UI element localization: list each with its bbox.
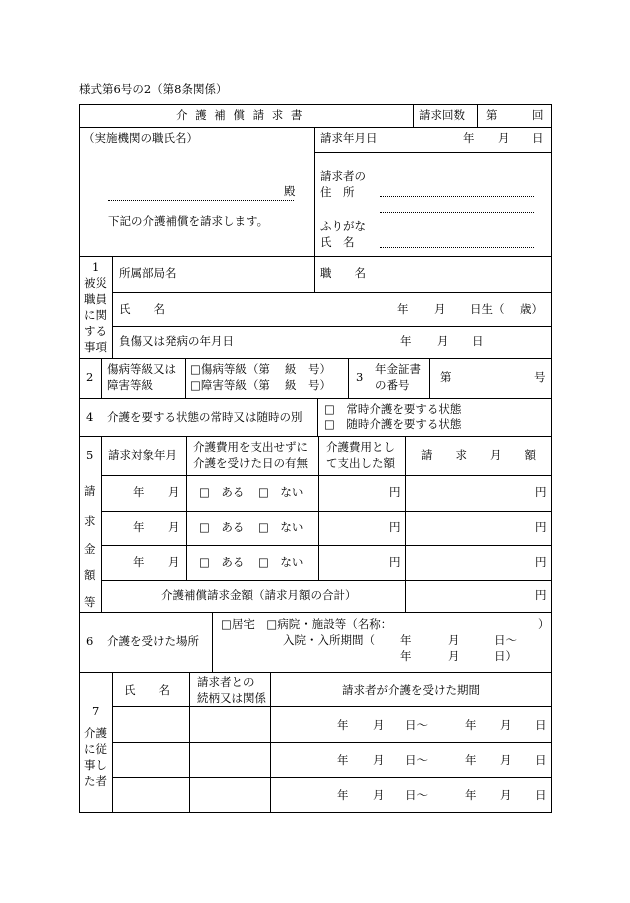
period-to-day: 日 — [535, 788, 547, 802]
total-yen: 円 — [535, 588, 547, 602]
section-5-label-char: 請 — [84, 484, 96, 498]
paid-amount-yen: 円 — [389, 555, 401, 569]
section-5-label-char: 金 — [84, 542, 96, 556]
section-1-number: 1 — [92, 260, 100, 274]
caregiver-name-header: 氏 名 — [124, 683, 170, 697]
disability-grade-option[interactable]: □障害等級（第 級 号） — [190, 378, 332, 392]
admission-to-month: 月 — [448, 649, 460, 663]
position-label: 職 名 — [320, 266, 366, 280]
col-paid-header-2: て支出した額 — [326, 456, 395, 470]
period-from-year: 年 — [337, 753, 349, 767]
request-date-year: 年 — [463, 131, 475, 145]
period-to-year: 年 — [465, 788, 477, 802]
section-7-label-line: た者 — [84, 774, 107, 788]
birth-year: 年 — [397, 302, 409, 316]
option-yes[interactable]: □ ある — [199, 485, 245, 499]
section-7-label-line: 事し — [84, 758, 107, 772]
period-to-month: 月 — [500, 788, 512, 802]
period-from-day: 日〜 — [405, 788, 428, 802]
claim-year: 年 — [133, 555, 145, 569]
request-date-label: 請求年月日 — [320, 131, 378, 145]
pension-suffix: 号 — [534, 370, 546, 384]
claimant-furigana-label: ふりがな — [320, 219, 366, 233]
claim-amount-yen: 円 — [535, 555, 547, 569]
admission-to-year: 年 — [400, 649, 412, 663]
victim-name-label: 氏 名 — [119, 302, 165, 316]
birth-month: 月 — [434, 302, 446, 316]
care-place-options[interactable]: □居宅 □病院・施設等（名称： — [221, 617, 393, 631]
claim-month: 月 — [168, 520, 180, 534]
period-from-day: 日〜 — [405, 718, 428, 732]
paid-amount-yen: 円 — [389, 485, 401, 499]
addressee-label: （実施機関の職氏名） — [83, 131, 198, 145]
form-number: 様式第6号の2（第8条関係） — [79, 82, 228, 96]
period-to-day: 日 — [535, 718, 547, 732]
grade-label-1: 傷病等級又は — [107, 362, 176, 376]
period-to-year: 年 — [465, 753, 477, 767]
period-from-day: 日〜 — [405, 753, 428, 767]
pension-prefix: 第 — [440, 370, 452, 384]
care-place-label: 介護を受けた場所 — [107, 634, 199, 648]
section-4-number: 4 — [86, 410, 94, 424]
section-1-label-line: 被災 — [84, 276, 107, 290]
section-1-label-line: に関 — [84, 308, 107, 322]
birth-age: 歳） — [520, 302, 543, 316]
pension-label-2: の番号 — [375, 378, 410, 392]
care-state-label: 介護を要する状態の常時又は随時の別 — [107, 410, 303, 424]
section-7-label-line: 介護 — [84, 726, 107, 740]
claim-year: 年 — [133, 520, 145, 534]
request-statement: 下記の介護補償を請求します。 — [108, 214, 269, 228]
claim-year: 年 — [133, 485, 145, 499]
claim-amount-yen: 円 — [535, 520, 547, 534]
col-paid-header-1: 介護費用とし — [326, 440, 395, 454]
section-1-label-line: 職員 — [84, 292, 107, 306]
occasional-care-option[interactable]: □ 随時介護を要する状態 — [324, 417, 462, 431]
claimant-address-label-2: 住 所 — [320, 185, 355, 199]
option-yes[interactable]: □ ある — [199, 555, 245, 569]
dept-label: 所属部局名 — [119, 266, 177, 280]
claim-month: 月 — [168, 485, 180, 499]
period-from-year: 年 — [337, 788, 349, 802]
request-date-month: 月 — [498, 131, 510, 145]
relation-header-2: 続柄又は関係 — [197, 691, 266, 705]
admission-period-label: 入院・入所期間（ — [283, 633, 375, 647]
birth-day: 日生（ — [470, 302, 505, 316]
period-from-month: 月 — [373, 753, 385, 767]
request-count-prefix: 第 — [486, 108, 498, 122]
section-1-label-line: する — [84, 324, 107, 338]
claimant-name-label: 氏 名 — [320, 235, 355, 249]
admission-to-day: 日） — [494, 649, 517, 663]
col-claim-header: 請 求 月 額 — [421, 448, 536, 462]
admission-from-year: 年 — [400, 633, 412, 647]
care-place-close-paren: ） — [538, 617, 550, 631]
claimant-address-label-1: 請求者の — [320, 169, 366, 183]
grade-label-2: 障害等級 — [107, 378, 153, 392]
option-no[interactable]: □ ない — [258, 485, 304, 499]
col-unpaid-header-1: 介護費用を支出せずに — [193, 440, 308, 454]
section-5-label-char: 額 — [84, 568, 96, 582]
relation-header-1: 請求者との — [197, 675, 255, 689]
injury-date-label: 負傷又は発病の年月日 — [119, 334, 234, 348]
period-from-year: 年 — [337, 718, 349, 732]
admission-from-month: 月 — [448, 633, 460, 647]
col-period-header: 請求対象年月 — [108, 448, 177, 462]
section-7-number: 7 — [92, 704, 100, 718]
option-yes[interactable]: □ ある — [199, 520, 245, 534]
period-to-month: 月 — [500, 753, 512, 767]
option-no[interactable]: □ ない — [258, 555, 304, 569]
option-no[interactable]: □ ない — [258, 520, 304, 534]
section-1-label-line: 事項 — [84, 340, 107, 354]
constant-care-option[interactable]: □ 常時介護を要する状態 — [324, 402, 462, 416]
section-5-label-char: 求 — [84, 514, 96, 528]
claim-amount-yen: 円 — [535, 485, 547, 499]
admission-from-day: 日〜 — [494, 633, 517, 647]
pension-label-1: 年金証書 — [375, 362, 421, 376]
injury-grade-option[interactable]: □傷病等級（第 級 号） — [190, 362, 332, 376]
period-to-year: 年 — [465, 718, 477, 732]
request-date-day: 日 — [532, 131, 544, 145]
form-title: 介 護 補 償 請 求 書 — [176, 108, 305, 122]
injury-month: 月 — [437, 334, 449, 348]
period-from-month: 月 — [373, 788, 385, 802]
section-7-label-line: に従 — [84, 742, 107, 756]
injury-day: 日 — [472, 334, 484, 348]
claim-month: 月 — [168, 555, 180, 569]
paid-amount-yen: 円 — [389, 520, 401, 534]
total-label: 介護補償請求金額（請求月額の合計） — [161, 588, 357, 602]
request-count-label: 請求回数 — [419, 108, 465, 122]
honorific-tono: 殿 — [284, 184, 296, 198]
section-6-number: 6 — [86, 634, 94, 648]
section-5-label-char: 等 — [84, 595, 96, 609]
section-2-number: 2 — [86, 370, 94, 384]
col-unpaid-header-2: 介護を受けた日の有無 — [193, 456, 308, 470]
section-3-number: 3 — [356, 370, 364, 384]
period-to-month: 月 — [500, 718, 512, 732]
section-5-number: 5 — [86, 448, 94, 462]
period-from-month: 月 — [373, 718, 385, 732]
injury-year: 年 — [400, 334, 412, 348]
care-period-header: 請求者が介護を受けた期間 — [342, 683, 480, 697]
request-count-suffix: 回 — [532, 108, 544, 122]
period-to-day: 日 — [535, 753, 547, 767]
